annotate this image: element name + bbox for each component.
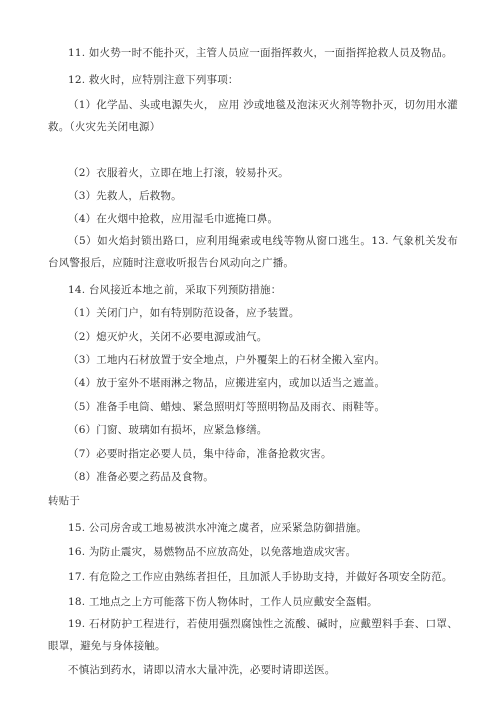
item-12-5: （5）如火焰封锁出路口，应利用绳索或电线等物从窗口逃生。13. 气象机关发布台风警报后，应随时注意收听报告台风动向之广播。 <box>48 235 458 269</box>
section-heading: 转贴于 <box>48 495 81 507</box>
item-14-7: （7）必要时指定必要人员，集中待命，准备抢救灾害。 <box>68 448 332 460</box>
item-12-2: （2）衣服着火，立即在地上打滚，较易扑灭。 <box>68 167 289 179</box>
item-11: 11. 如火势一时不能扑灭，主管人员应一面指挥救火，一面指挥抢救人员及物品。 <box>68 47 453 59</box>
item-12-1: （1）化学品、头或电源失火， 应用 沙或地毯及泡沫灭火剂等物扑灭，切勿用水灌救。（火灾先关闭电源） <box>48 99 458 133</box>
item-14-6: （6）门窗、玻璃如有损坏，应紧急修缮。 <box>68 424 268 436</box>
item-19: 19. 石材防护工程进行，若使用强烈腐蚀性之流酸、碱时，应戴塑料手套、口罩、眼罩，避免与身体接触。 <box>48 618 458 652</box>
item-12-heading: 12. 救火时，应特别注意下列事项： <box>68 74 239 86</box>
item-14-2: （2）熄灭炉火，关闭不必要电源或油气。 <box>68 331 268 343</box>
item-14-5: （5）准备手电筒、蜡烛、紧急照明灯等照明物品及雨衣、雨鞋等。 <box>68 401 386 413</box>
item-18: 18. 工地点之上方可能落下伤人物体时，工作人员应戴安全盔帽。 <box>68 596 378 608</box>
item-20: 不慎沾到药水，请即以清水大量冲洗，必要时请即送医。 <box>68 664 336 676</box>
item-16: 16. 为防止震灾，易燃物品不应放高处，以免落地造成灾害。 <box>68 546 357 558</box>
item-14-8: （8）准备必要之药品及食物。 <box>68 471 214 483</box>
item-12-4: （4）在火烟中抢救，应用湿毛巾遮掩口鼻。 <box>68 213 279 225</box>
item-14-3: （3）工地内石材放置于安全地点，户外覆架上的石材全搬入室内。 <box>68 354 386 366</box>
item-14-4: （4）放于室外不堪雨淋之物品，应搬进室内，或加以适当之遮盖。 <box>68 377 386 389</box>
item-14-heading: 14. 台风接近本地之前，采取下列预防措施： <box>68 284 282 296</box>
item-12-3: （3）先救人，后救物。 <box>68 190 182 202</box>
item-17: 17. 有危险之工作应由熟练者担任，且加派人手协助支持，并做好各项安全防范。 <box>68 571 453 583</box>
item-15: 15. 公司房舍或工地易被洪水冲淹之虞者，应采紧急防御措施。 <box>68 522 368 534</box>
item-14-1: （1）关闭门户，如有特别防范设备，应予装置。 <box>68 307 300 319</box>
